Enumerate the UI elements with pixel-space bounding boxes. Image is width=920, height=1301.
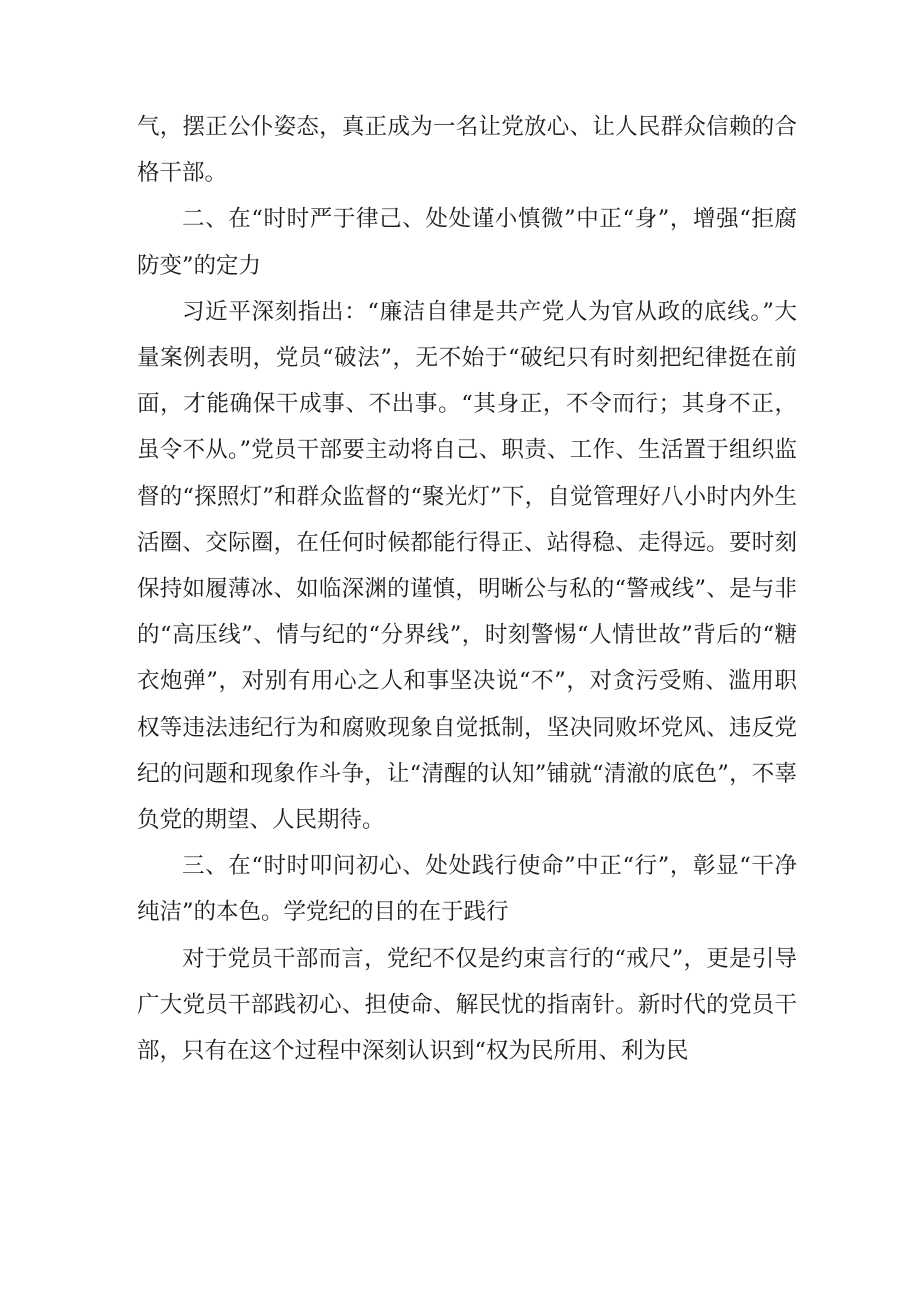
paragraph-continuation: 气，摆正公仆姿态，真正成为一名让党放心、让人民群众信赖的合格干部。 <box>137 114 797 187</box>
paragraph-self-discipline: 习近平深刻指出：“廉洁自律是共产党人为官从政的底线。”大量案例表明，党员“破法”，无不始于“破纪只有时刻把纪律挺在前面，才能确保干成事、不出事。“其身正，不令而行；其身不正，虽令不从。”党员干部要主动将自己、职责、工作、生活置于组织监督的“探照灯”和群众监督的“聚光灯”下，自觉管理好八小时内外生活圈、交际圈，在任何时候都能行得正、站得稳、走得远。要时刻保持如履薄冰、如临深渊的谨慎，明晰公与私的“警戒线”、是与非的“高压线”、情与纪的“分界线”，时刻警惕“人情世故”背后的“糖衣炮弹”，对别有用心之人和事坚决说“不”，对贪污受贿、滥用职权等违法违纪行为和腐败现象自觉抵制，坚决同败坏党风、违反党纪的问题和现象作斗争，让“清醒的认知”铺就“清澈的底色”，不辜负党的期望、人民期待。 <box>137 298 797 834</box>
paragraph-practice: 对于党员干部而言，党纪不仅是约束言行的“戒尺”，更是引导广大党员干部践初心、担使命、解民忧的指南针。新时代的党员干部，只有在这个过程中深刻认识到“权为民所用、利为民 <box>137 945 797 1065</box>
document-body <box>137 104 797 1074</box>
section-heading-2: 二、在“时时严于律己、处处谨小慎微”中正“身”，增强“拒腐防变”的定力 <box>137 206 797 279</box>
section-heading-3: 三、在“时时叩问初心、处处践行使命”中正“行”，彰显“干净纯洁”的本色。学党纪的目的在于践行 <box>137 853 797 926</box>
